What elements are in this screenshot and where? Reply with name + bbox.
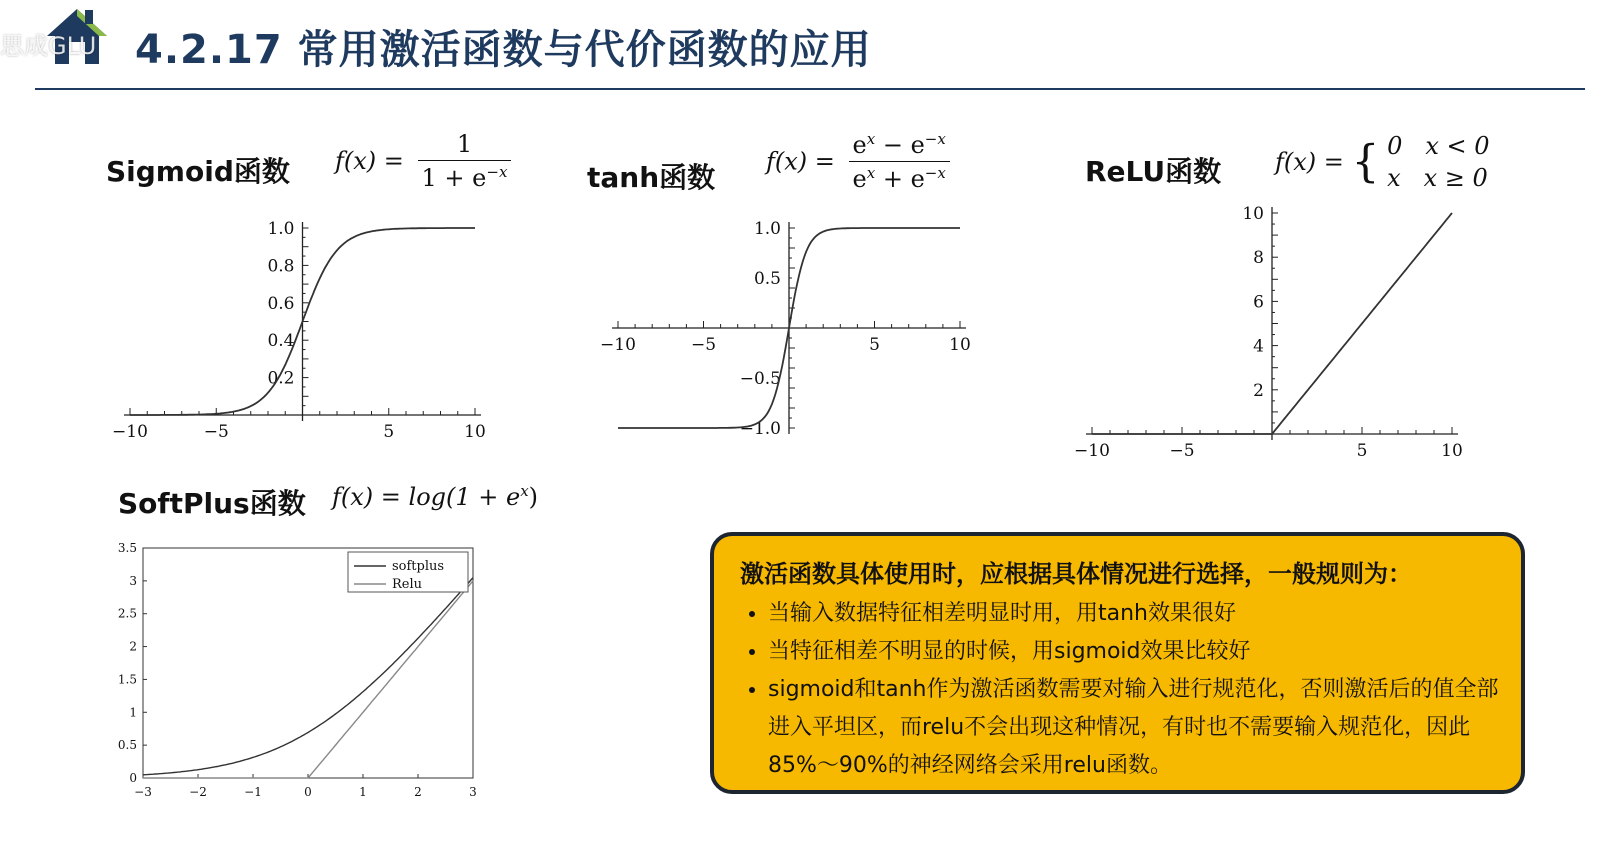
tanh-num-exp1: x (866, 130, 876, 148)
y-tick-label: 6 (1253, 292, 1264, 313)
series-softplus (143, 578, 473, 775)
x-tick-label: −5 (1169, 441, 1195, 461)
x-tick-label: −10 (600, 335, 636, 355)
y-tick-label: 0.5 (117, 738, 137, 753)
x-tick-label: 10 (1441, 441, 1463, 461)
watermark: 思成GLU (0, 32, 97, 60)
sigmoid-title: Sigmoid函数 (106, 155, 290, 188)
y-tick-label: 0.5 (753, 269, 781, 289)
tanh-den-exp2: −x (924, 164, 946, 182)
y-tick-label: −0.5 (739, 369, 781, 389)
y-tick-label: 10 (1242, 204, 1264, 224)
tanh-numerator (849, 130, 950, 162)
x-tick-label: 3 (469, 785, 477, 799)
relu-brace: { (1351, 136, 1380, 188)
tanh-lhs: f(x) = (766, 147, 835, 176)
tanh-den-exp1: x (866, 164, 876, 182)
sigmoid-denominator (418, 161, 512, 192)
y-tick-label: −1.0 (739, 419, 781, 439)
x-tick-label: 10 (949, 335, 971, 355)
relu-case-1: 0 x < 0 (1387, 132, 1490, 160)
tanh-chart (590, 210, 990, 450)
softplus-formula-end: ) (528, 483, 539, 511)
sigmoid-formula (335, 130, 511, 192)
tanh-den-e1: e (852, 165, 867, 193)
sigmoid-lhs: f(x) = (335, 147, 404, 175)
note-item: • sigmoid和tanh作为激活函数需要对输入进行规范化，否则激活后的值全部进入平坦区，而relu不会出现这种情况，有时也不需要输入规范化，因此85%～90%的神经网络会采用relu函数。 (768, 671, 1501, 785)
tanh-num-exp2: −x (924, 130, 946, 148)
x-tick-label: −5 (203, 422, 229, 442)
sigmoid-den-exp: −x (486, 163, 508, 181)
y-tick-label: 0.6 (267, 293, 295, 314)
relu-lhs: f(x) = (1275, 148, 1344, 176)
page-title: 4.2.17 常用激活函数与代价函数的应用 (135, 27, 872, 73)
x-tick-label: 10 (464, 422, 486, 442)
x-tick-label: 2 (414, 785, 422, 799)
softplus-formula-exp: x (520, 482, 529, 500)
note-item: • 当输入数据特征相差明显时用，用tanh效果很好 (768, 595, 1501, 633)
tanh-num-e1: e (852, 131, 867, 159)
tanh-fraction (849, 130, 950, 193)
series-relu (143, 581, 473, 778)
relu-cases (1387, 130, 1489, 194)
x-tick-label: −10 (1074, 441, 1110, 461)
x-tick-label: −10 (112, 422, 148, 442)
y-tick-label: 2 (1253, 380, 1264, 401)
y-tick-label: 2.5 (117, 606, 137, 621)
sigmoid-den-base: 1 + e (421, 164, 487, 192)
relu-chart (1070, 200, 1490, 470)
x-tick-label: −1 (244, 785, 262, 799)
x-tick-label: 1 (359, 785, 367, 799)
x-tick-label: 5 (383, 422, 395, 442)
tanh-num-mid: − e (875, 131, 925, 159)
softplus-chart (105, 530, 505, 810)
softplus-title: SoftPlus函数 (118, 487, 306, 520)
tanh-den-mid: + e (875, 165, 925, 193)
y-tick-label: 0.4 (267, 331, 295, 352)
legend-label: Relu (392, 577, 423, 592)
y-tick-label: 1.5 (117, 672, 137, 687)
x-tick-label: −2 (189, 785, 207, 799)
note-list (740, 595, 1501, 785)
y-tick-label: 3.5 (117, 541, 137, 555)
x-tick-label: 0 (304, 785, 312, 799)
sigmoid-numerator: 1 (418, 130, 512, 161)
y-tick-label: 1 (129, 705, 137, 720)
title-divider (35, 88, 1585, 90)
y-tick-label: 0.8 (267, 256, 295, 277)
note-heading: 激活函数具体使用时，应根据具体情况进行选择，一般规则为： (740, 560, 1412, 588)
y-tick-label: 2 (129, 639, 137, 654)
x-tick-label: 5 (1356, 441, 1368, 461)
x-tick-label: 5 (869, 335, 880, 355)
y-tick-label: 1.0 (267, 219, 295, 239)
tanh-formula (766, 130, 950, 193)
y-tick-label: 4 (1253, 336, 1264, 357)
tanh-title: tanh函数 (587, 161, 716, 194)
relu-formula (1275, 130, 1490, 194)
note-item: • 当特征相差不明显的时候，用sigmoid效果比较好 (768, 633, 1501, 671)
y-tick-label: 8 (1253, 248, 1264, 269)
softplus-formula (332, 482, 538, 511)
relu-title: ReLU函数 (1085, 155, 1222, 188)
sigmoid-chart (105, 210, 505, 450)
y-tick-label: 3 (129, 573, 137, 588)
y-tick-label: 1.0 (753, 219, 781, 239)
y-tick-label: 0 (129, 771, 137, 785)
relu-case-2: x x ≥ 0 (1387, 164, 1488, 192)
sigmoid-fraction (418, 130, 512, 192)
x-tick-label: −3 (134, 785, 152, 799)
usage-note-box (710, 532, 1525, 794)
x-tick-label: −5 (690, 335, 717, 355)
legend-label: softplus (392, 559, 445, 574)
softplus-formula-main: f(x) = log(1 + e (332, 483, 521, 511)
y-tick-label: 0.2 (267, 368, 295, 389)
tanh-denominator (849, 162, 950, 193)
